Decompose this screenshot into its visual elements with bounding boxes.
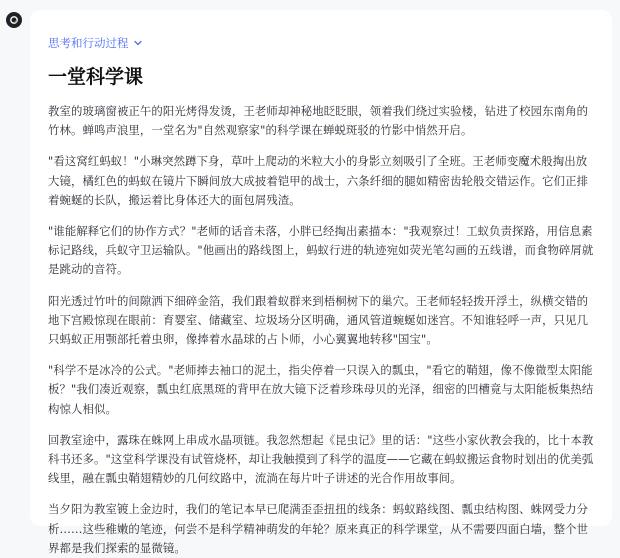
article-paragraph: "看这窝红蚂蚁！"小琳突然蹲下身，草叶上爬动的米粒大小的身影立刻吸引了全班。王老师变魔术般掏出放大镜，橘红色的蚂蚁在镜片下瞬间放大成披着铠甲的战士，六条纤细的腿如精密齿轮般交错运作。它们正排着蜿蜒的长队，搬运着比身体还大的面包屑残渣。: [48, 154, 589, 207]
chevron-down-icon: [133, 38, 143, 48]
thinking-process-toggle[interactable]: [48, 35, 143, 51]
article-paragraph: "谁能解释它们的协作方式？"老师的话音未落，小胖已经掏出素描本："我观察过！工蚁负责探路，用信息素标记路线，兵蚁守卫运输队。"他画出的路线图上，蚂蚁行进的轨迹宛如荧光笔勾画的五线谱，而食物碎屑就是跳动的音符。: [48, 224, 594, 277]
assistant-logo-icon: [9, 15, 19, 25]
article-paragraph: 当夕阳为教室镀上金边时，我们的笔记本早已爬满歪歪扭扭的线条：蚂蚁路线图、瓢虫结构图、蛛网受力分析……这些稚嫩的笔迹，何尝不是科学精神萌发的年轮？原来真正的科学课堂，从不需要四面白墙，整个世界都是我们探索的显微镜。: [48, 502, 589, 555]
article-paragraph: "科学不是冰冷的公式。"老师捧去袖口的泥土，指尖停着一只误入的瓢虫，"看它的鞘翅，像不像微型太阳能板？"我们凑近观察，瓢虫红底黑斑的背甲在放大镜下泛着珍珠母贝的光泽，细密的凹槽竟与太阳能板集热结构惊人相似。: [48, 363, 594, 416]
thinking-process-label: 思考和行动过程: [48, 36, 129, 50]
article-paragraph: 回教室途中，露珠在蛛网上串成水晶项链。我忽然想起《昆虫记》里的话："这些小家伙教会我的，比十本教科书还多。"这堂科学课没有试管烧杯，却让我触摸到了科学的温度——它藏在蚂蚁搬运食物时划出的优美弧线里，融在瓢虫鞘翅精妙的几何纹路中，流淌在每片叶子讲述的光合作用故事间。: [48, 432, 594, 486]
assistant-message-card: [30, 10, 612, 555]
article-paragraph: 教室的玻璃窗被正午的阳光烤得发烫，王老师却神秘地眨眨眼，领着我们绕过实验楼，钻进了校园东南角的竹林。蝉鸣声浪里，一堂名为"自然观察家"的科学课在蝉蜕斑驳的竹影中悄然开启。: [48, 104, 589, 138]
article-paragraph: 阳光透过竹叶的间隙洒下细碎金箔，我们跟着蚁群来到梧桐树下的巢穴。王老师轻轻拨开浮土，纵横交错的地下宫殿惊现在眼前：育婴室、储藏室、垃圾场分区明确，通风管道蜿蜒如迷宫。不知谁轻呼一声，只见几只蚂蚁正用颚部托着虫卵，像捧着水晶球的占卜师，小心翼翼地转移"国宝"。: [48, 293, 589, 347]
assistant-avatar: [6, 12, 22, 28]
article-title: 一堂科学课: [48, 66, 144, 88]
